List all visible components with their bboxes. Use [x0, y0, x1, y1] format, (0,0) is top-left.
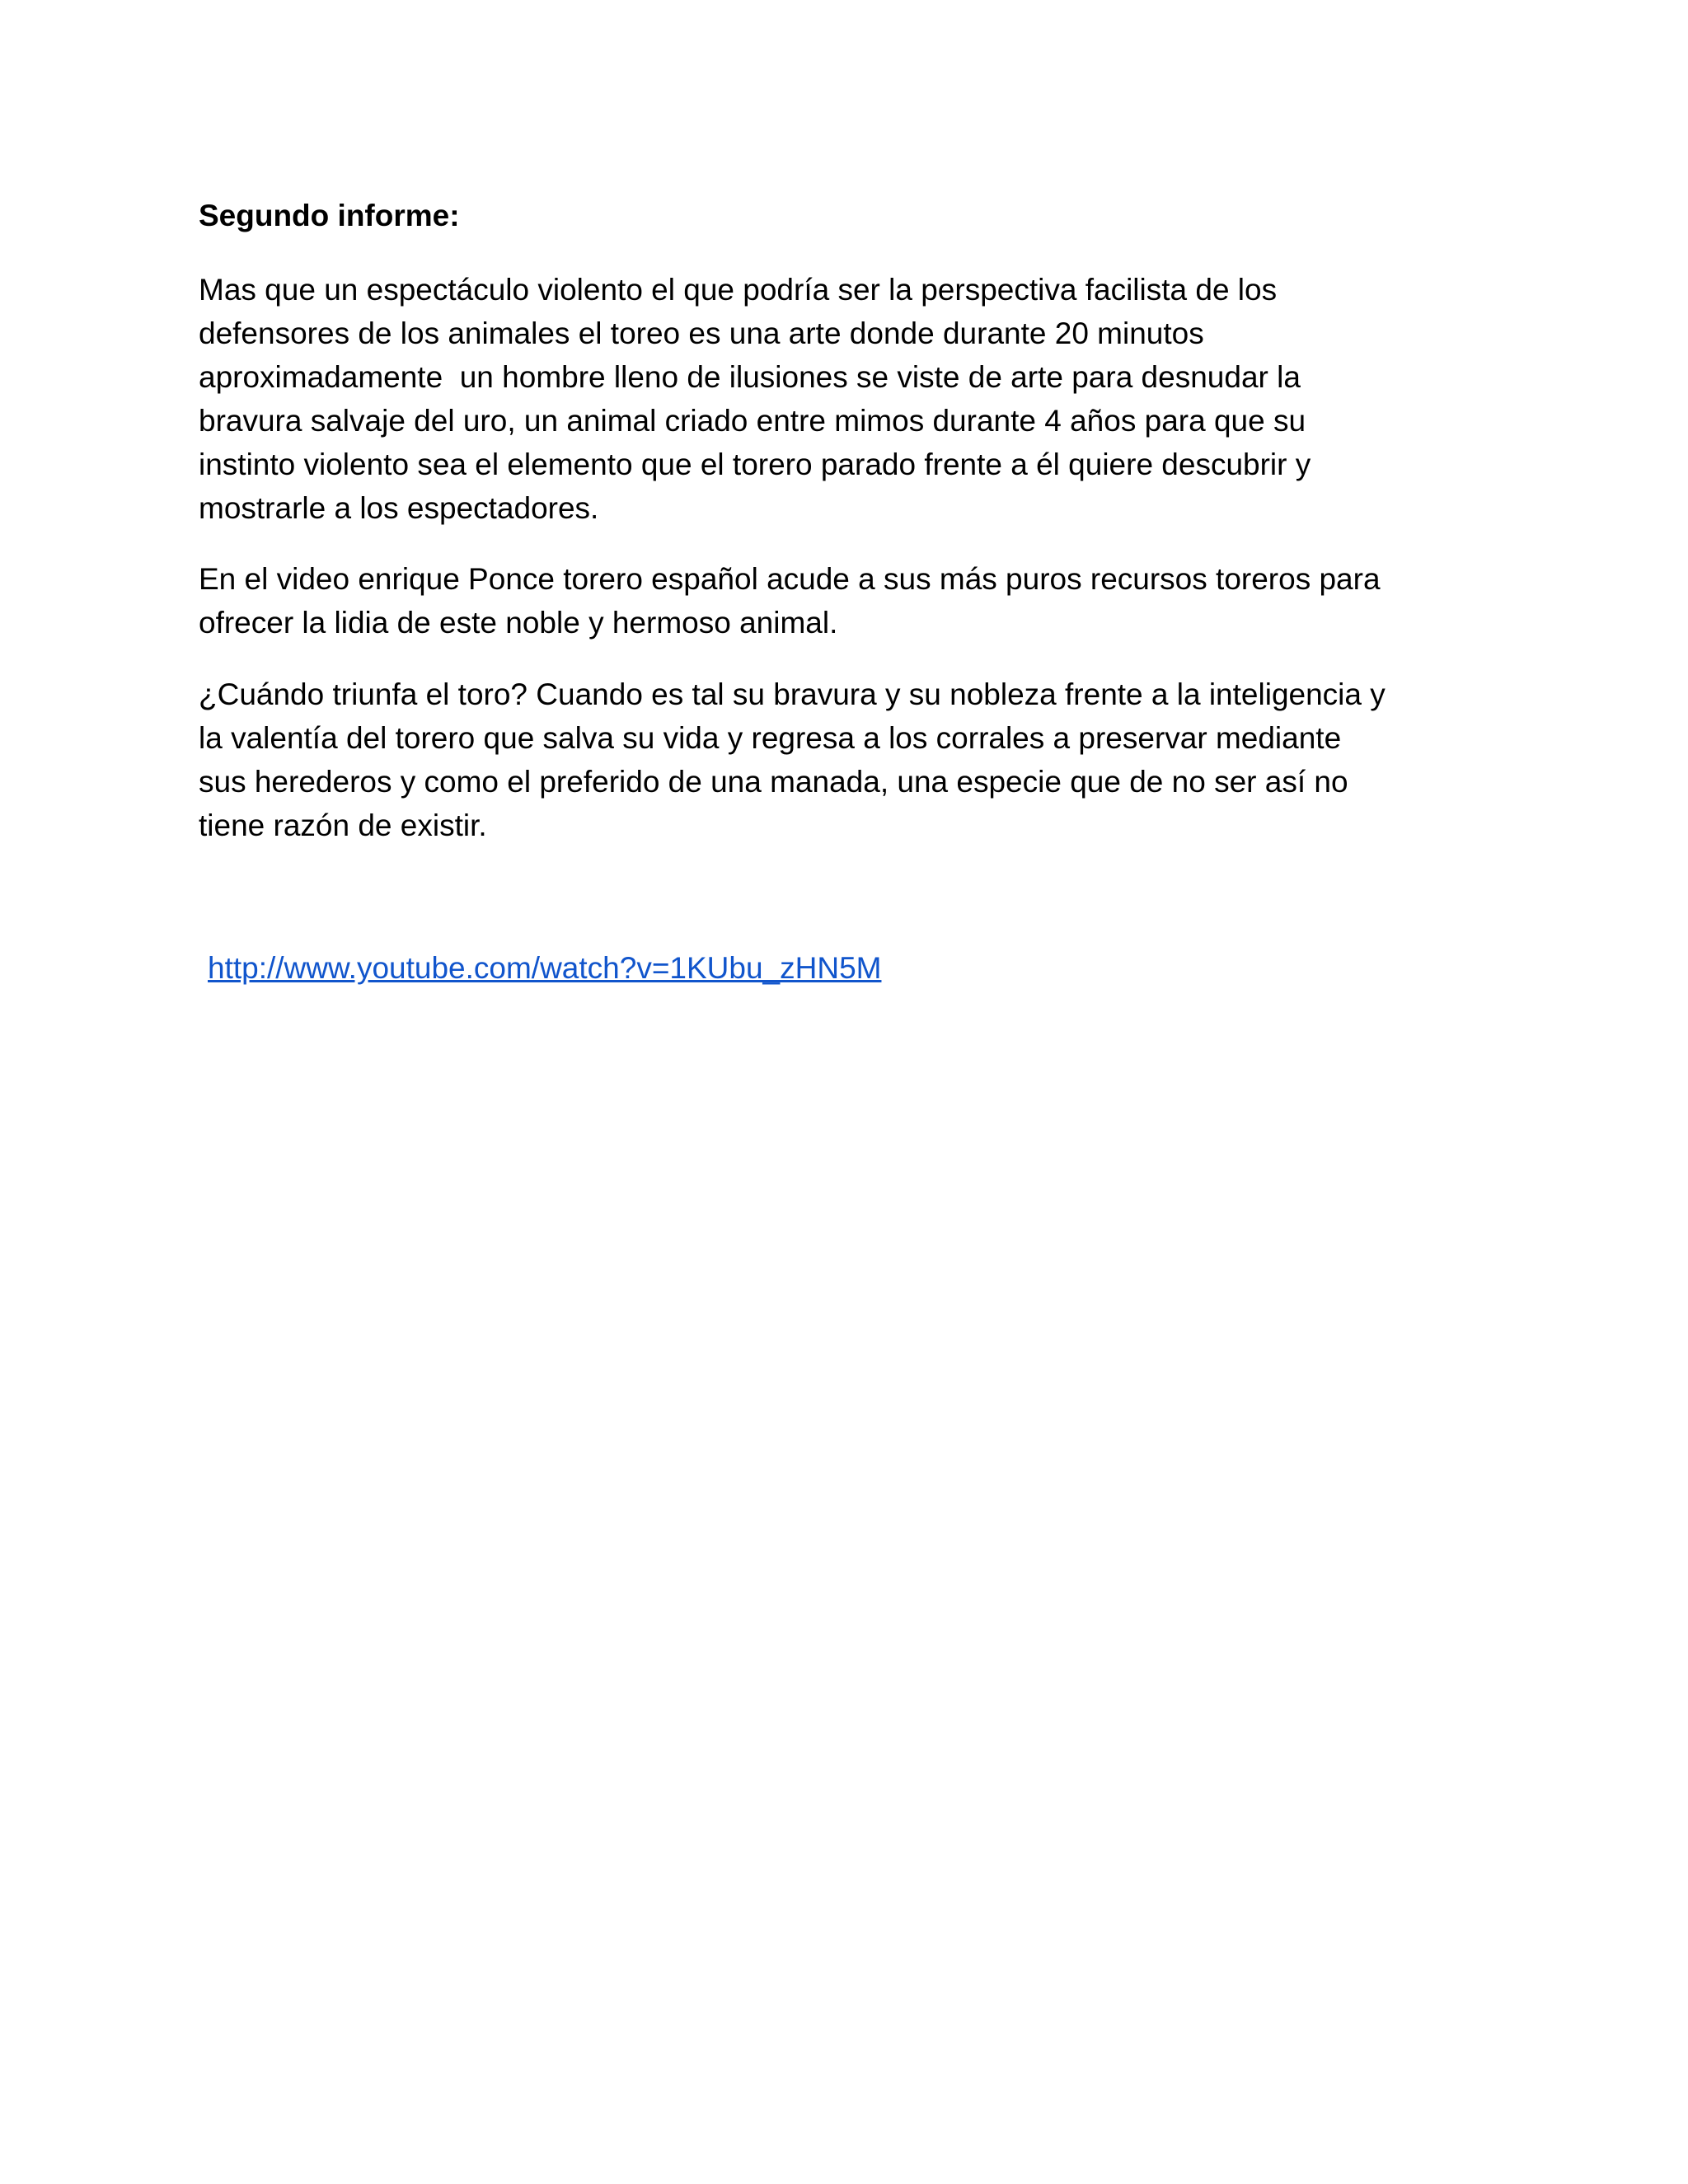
- paragraph-line: tiene razón de existir.: [199, 808, 487, 842]
- paragraph-line: defensores de los animales el toreo es una arte donde durante 20 minutos: [199, 316, 1204, 350]
- paragraph-line: la valentía del torero que salva su vida y regresa a los corrales a preservar mediante: [199, 721, 1342, 755]
- paragraph-line: aproximadamente un hombre lleno de ilusiones se viste de arte para desnudar la: [199, 360, 1301, 394]
- paragraph-line: instinto violento sea el elemento que el torero parado frente a él quiere descubrir y: [199, 448, 1311, 481]
- paragraph-line: sus herederos y como el preferido de una manada, una especie que de no ser así no: [199, 765, 1348, 799]
- paragraph-question: [199, 673, 1550, 847]
- paragraph-line: En el video enrique Ponce torero español acude a sus más puros recursos toreros para: [199, 562, 1381, 596]
- paragraph-video: [199, 557, 1550, 644]
- paragraph-line: ofrecer la lidia de este noble y hermoso animal.: [199, 606, 838, 640]
- paragraph-line: ¿Cuándo triunfa el toro? Cuando es tal su bravura y su nobleza frente a la inteligencia y: [199, 677, 1386, 711]
- document-heading: Segundo informe:: [199, 199, 460, 232]
- paragraph-line: Mas que un espectáculo violento el que podría ser la perspectiva facilista de los: [199, 273, 1278, 307]
- paragraph-line: bravura salvaje del uro, un animal criado entre mimos durante 4 años para que su: [199, 404, 1306, 438]
- youtube-link[interactable]: http://www.youtube.com/watch?v=1KUbu_zHN5M: [208, 951, 882, 985]
- paragraph-line: mostrarle a los espectadores.: [199, 491, 599, 525]
- paragraph-intro: [199, 268, 1550, 530]
